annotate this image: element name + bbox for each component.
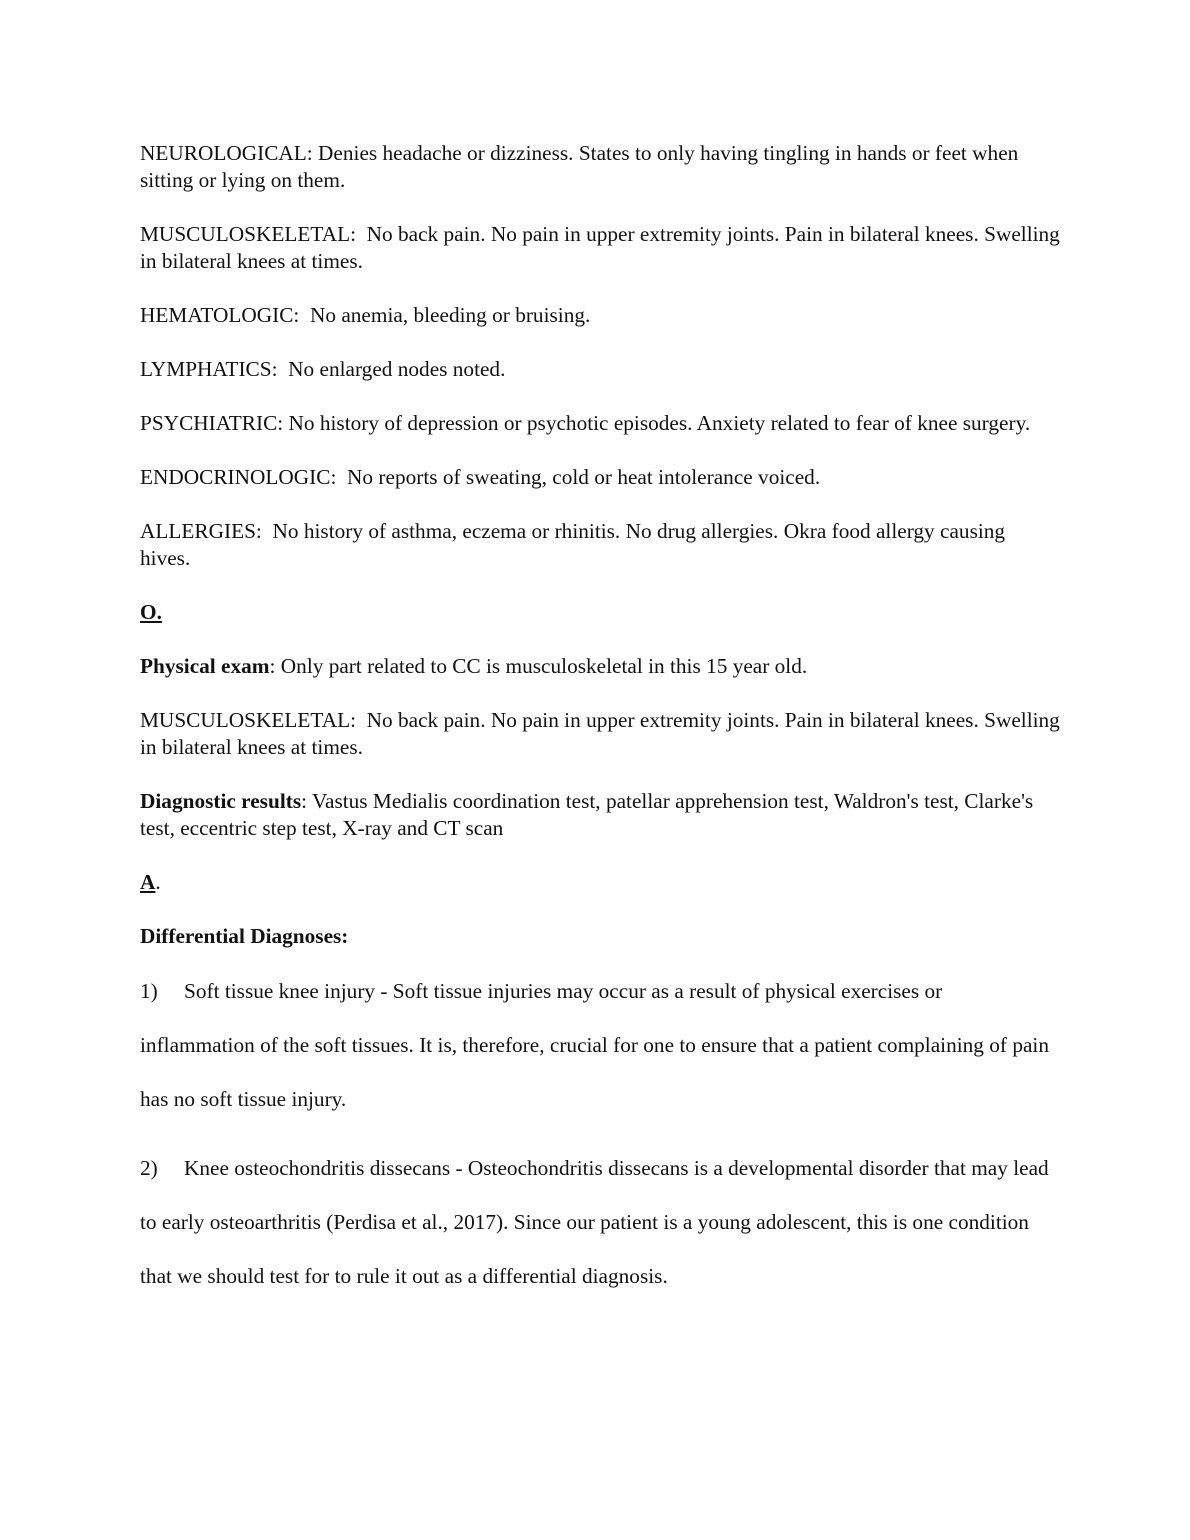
objective-musculoskeletal: MUSCULOSKELETAL: No back pain. No pain in upper extremity joints. Pain in bilateral knees. Swelling in bilateral knees at times. <box>140 708 1060 759</box>
differential-item-number: 2) <box>140 1156 158 1180</box>
ros-musculoskeletal: MUSCULOSKELETAL: No back pain. No pain in upper extremity joints. Pain in bilateral knees. Swelling in bilateral knees at times. <box>140 222 1060 273</box>
document-page <box>140 140 1060 1303</box>
differential-diagnoses-heading: Differential Diagnoses: <box>140 924 349 948</box>
assessment-section-heading <box>140 869 1060 896</box>
ros-lymphatics: LYMPHATICS: No enlarged nodes noted. <box>140 357 506 381</box>
objective-heading: O. <box>140 600 162 624</box>
objective-section-heading <box>140 599 1060 626</box>
physical-exam-text: : Only part related to CC is musculoskeletal in this 15 year old. <box>269 654 808 678</box>
differential-item-text: Soft tissue knee injury - Soft tissue injuries may occur as a result of physical exercises or inflammation of the soft tissues. It is, therefore, crucial for one to ensure that a patient complaining of pain has no soft tissue injury. <box>140 979 1049 1111</box>
diagnostic-results-label: Diagnostic results <box>140 789 302 813</box>
ros-hematologic: HEMATOLOGIC: No anemia, bleeding or bruising. <box>140 303 591 327</box>
physical-exam-label: Physical exam <box>140 654 270 678</box>
physical-exam-paragraph <box>140 653 1060 680</box>
ros-endocrinologic: ENDOCRINOLOGIC: No reports of sweating, cold or heat intolerance voiced. <box>140 465 821 489</box>
ros-allergies: ALLERGIES: No history of asthma, eczema or rhinitis. No drug allergies. Okra food allergy causing hives. <box>140 519 1006 570</box>
assessment-heading-suffix: . <box>155 870 161 894</box>
differential-item-text: Knee osteochondritis dissecans - Osteochondritis dissecans is a developmental disorder that may lead to early osteoarthritis (Perdisa et al., 2017). Since our patient is a young adolescent, this is one condition that we should test for to rule it out as a differential diagnosis. <box>140 1156 1049 1288</box>
differential-item <box>140 1141 1060 1303</box>
differential-item-number: 1) <box>140 979 158 1003</box>
diagnostic-results-text: : Vastus Medialis coordination test, patellar apprehension test, Waldron's test, Clarke's test, eccentric step test, X-ray and CT scan <box>140 789 1034 840</box>
differential-item <box>140 964 1060 1126</box>
diagnostic-results-paragraph <box>140 788 1060 842</box>
assessment-heading: A <box>140 870 156 894</box>
ros-neurological: NEUROLOGICAL: Denies headache or dizziness. States to only having tingling in hands or feet when sitting or lying on them. <box>140 141 1019 192</box>
ros-psychiatric: PSYCHIATRIC: No history of depression or psychotic episodes. Anxiety related to fear of knee surgery. <box>140 411 1031 435</box>
